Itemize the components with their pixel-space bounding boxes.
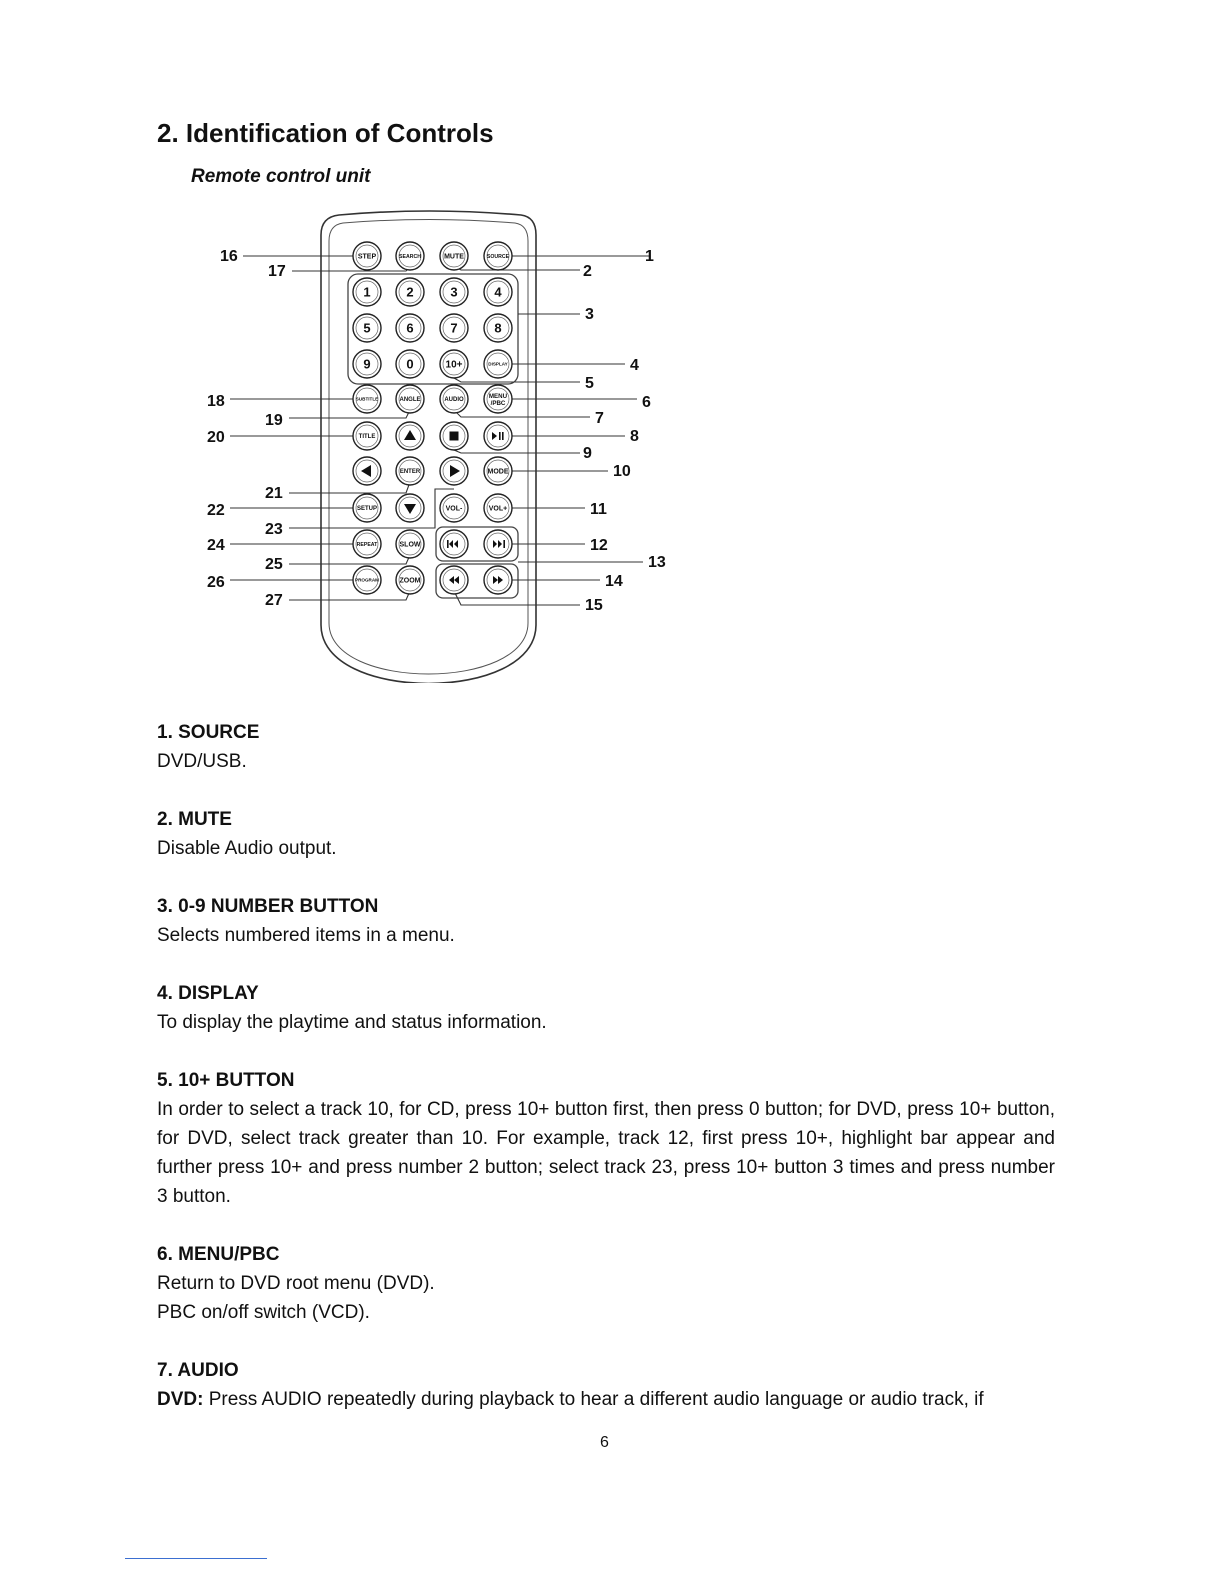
item-number-button	[157, 892, 1055, 950]
item-text: Selects numbered items in a menu.	[157, 925, 455, 946]
remote-button-right	[440, 457, 468, 485]
remote-button-down	[396, 494, 424, 522]
button-label: ANGLE	[399, 397, 421, 404]
button-label: 5	[363, 320, 371, 336]
button-label: SLOW	[399, 541, 421, 549]
remote-button-audio	[440, 385, 468, 413]
remote-button-num3	[440, 278, 468, 306]
callout-6: 6	[642, 394, 651, 411]
remote-button-display	[484, 350, 512, 378]
remote-button-num6	[396, 314, 424, 342]
remote-button-forward	[484, 566, 512, 594]
remote-button-vol-minus	[440, 494, 468, 522]
stop-icon	[450, 432, 459, 441]
remote-button-num7	[440, 314, 468, 342]
callout-14: 14	[605, 573, 623, 590]
remote-button-repeat	[353, 530, 381, 558]
callout-1: 1	[645, 248, 654, 265]
remote-button-num0	[396, 350, 424, 378]
item-text: PBC on/off switch (VCD).	[157, 1302, 370, 1323]
page-number: 6	[600, 1434, 609, 1451]
callout-13: 13	[648, 554, 666, 571]
remote-button-rewind	[440, 566, 468, 594]
callout-4: 4	[630, 357, 639, 374]
button-label: 2	[406, 284, 414, 300]
item-audio	[157, 1356, 1055, 1414]
callout-2: 2	[583, 263, 592, 280]
callout-25: 25	[265, 556, 283, 573]
button-label: SUBTITLE	[355, 396, 379, 402]
callout-5: 5	[585, 375, 594, 392]
button-label: 3	[450, 284, 458, 300]
item-text: Return to DVD root menu (DVD).	[157, 1273, 435, 1294]
item-menu-pbc	[157, 1240, 1055, 1327]
remote-button-num9	[353, 350, 381, 378]
callout-9: 9	[583, 445, 592, 462]
remote-button-left	[353, 457, 381, 485]
remote-button-zoom	[396, 566, 424, 594]
item-mute	[157, 805, 1055, 863]
button-label: VOL-	[445, 505, 463, 513]
button-label: REPEAT	[356, 541, 378, 548]
remote-button-subtitle	[353, 385, 381, 413]
callout-26: 26	[207, 574, 225, 591]
callout-10: 10	[613, 463, 631, 480]
button-label: SEARCH	[399, 253, 421, 260]
remote-button-prev	[440, 530, 468, 558]
remote-button-stop	[440, 422, 468, 450]
callout-3: 3	[585, 306, 594, 323]
item-text: DVD/USB.	[157, 751, 247, 772]
button-label: 7	[450, 320, 458, 336]
button-label: SETUP	[356, 506, 378, 513]
callout-27: 27	[265, 592, 283, 609]
button-label: 6	[406, 320, 414, 336]
button-label: 8	[494, 320, 502, 336]
button-label: ZOOM	[399, 577, 421, 585]
remote-button-num4	[484, 278, 512, 306]
button-label: AUDIO	[444, 397, 464, 404]
section-heading: 2. Identification of Controls	[157, 118, 494, 148]
item-text	[157, 1385, 1055, 1414]
button-label: MENU /PBC	[488, 393, 508, 407]
callout-19: 19	[265, 412, 283, 429]
remote-button-step	[353, 242, 381, 270]
remote-button-slow	[396, 530, 424, 558]
remote-button-num2	[396, 278, 424, 306]
item-title: 6. MENU/PBC	[157, 1244, 280, 1265]
remote-button-next	[484, 530, 512, 558]
remote-button-up	[396, 422, 424, 450]
item-title: 3. 0-9 NUMBER BUTTON	[157, 896, 379, 917]
footnote-separator	[125, 1558, 267, 1559]
button-label: 0	[406, 356, 414, 372]
button-label: TITLE	[358, 434, 376, 441]
callout-21: 21	[265, 485, 283, 502]
item-display	[157, 979, 1055, 1037]
button-label: ENTER	[399, 469, 421, 476]
callout-15: 15	[585, 597, 603, 614]
callout-24: 24	[207, 537, 225, 554]
remote-button-title	[353, 422, 381, 450]
remote-button-mode	[484, 457, 512, 485]
remote-button-vol-plus	[484, 494, 512, 522]
button-label: STEP	[357, 253, 377, 261]
button-label: PROGRAM	[355, 577, 379, 583]
remote-button-num8	[484, 314, 512, 342]
item-text: In order to select a track 10, for CD, press 10+ button first, then press 0 button; for DVD, press 10+ button, for DVD, select track greater than 10. For example, track 12, first press 10+, highlight bar appear and further press 10+ and press number 2 button; select track 23, press 10+ button 3 times and press number 3 button.	[157, 1099, 1055, 1207]
remote-control-subheading: Remote control unit	[191, 166, 371, 187]
remote-button-angle	[396, 385, 424, 413]
remote-control-diagram	[195, 205, 675, 683]
callout-7: 7	[595, 410, 604, 427]
callout-20: 20	[207, 429, 225, 446]
button-label: 10+	[445, 359, 463, 371]
callout-22: 22	[207, 502, 225, 519]
button-label: MODE	[487, 468, 509, 476]
remote-button-menu-pbc	[484, 385, 512, 413]
item-title: 5. 10+ BUTTON	[157, 1070, 295, 1091]
control-descriptions	[157, 718, 1055, 1443]
item-text: To display the playtime and status information.	[157, 1012, 547, 1033]
audio-description: Press AUDIO repeatedly during playback to hear a different audio language or audio track, if	[208, 1389, 984, 1410]
item-source	[157, 718, 1055, 776]
dvd-label: DVD:	[157, 1389, 204, 1410]
remote-button-program	[353, 566, 381, 594]
remote-button-num5	[353, 314, 381, 342]
button-label: SOURCE	[486, 253, 510, 260]
remote-button-ten-plus	[440, 350, 468, 378]
remote-button-search	[396, 242, 424, 270]
callout-11: 11	[590, 501, 607, 518]
remote-button-num1	[353, 278, 381, 306]
item-title: 7. AUDIO	[157, 1360, 239, 1381]
remote-button-setup	[353, 494, 381, 522]
callout-numbers	[207, 248, 666, 614]
callout-8: 8	[630, 428, 639, 445]
remote-button-mute	[440, 242, 468, 270]
callout-12: 12	[590, 537, 608, 554]
callout-17: 17	[268, 263, 286, 280]
button-label: 9	[363, 356, 371, 372]
item-title: 4. DISPLAY	[157, 983, 259, 1004]
remote-button-source	[484, 242, 512, 270]
button-label: 4	[494, 284, 502, 300]
remote-button-play-pause	[484, 422, 512, 450]
button-label: MUTE	[444, 253, 464, 261]
item-title: 2. MUTE	[157, 809, 232, 830]
remote-button-enter	[396, 457, 424, 485]
item-10-plus-button	[157, 1066, 1055, 1211]
button-label: 1	[363, 284, 371, 300]
callout-18: 18	[207, 393, 225, 410]
callout-16: 16	[220, 248, 238, 265]
button-label: DISPLAY	[488, 361, 508, 367]
item-text: Disable Audio output.	[157, 838, 337, 859]
item-title: 1. SOURCE	[157, 722, 260, 743]
callout-23: 23	[265, 521, 283, 538]
button-label: VOL+	[488, 505, 508, 513]
